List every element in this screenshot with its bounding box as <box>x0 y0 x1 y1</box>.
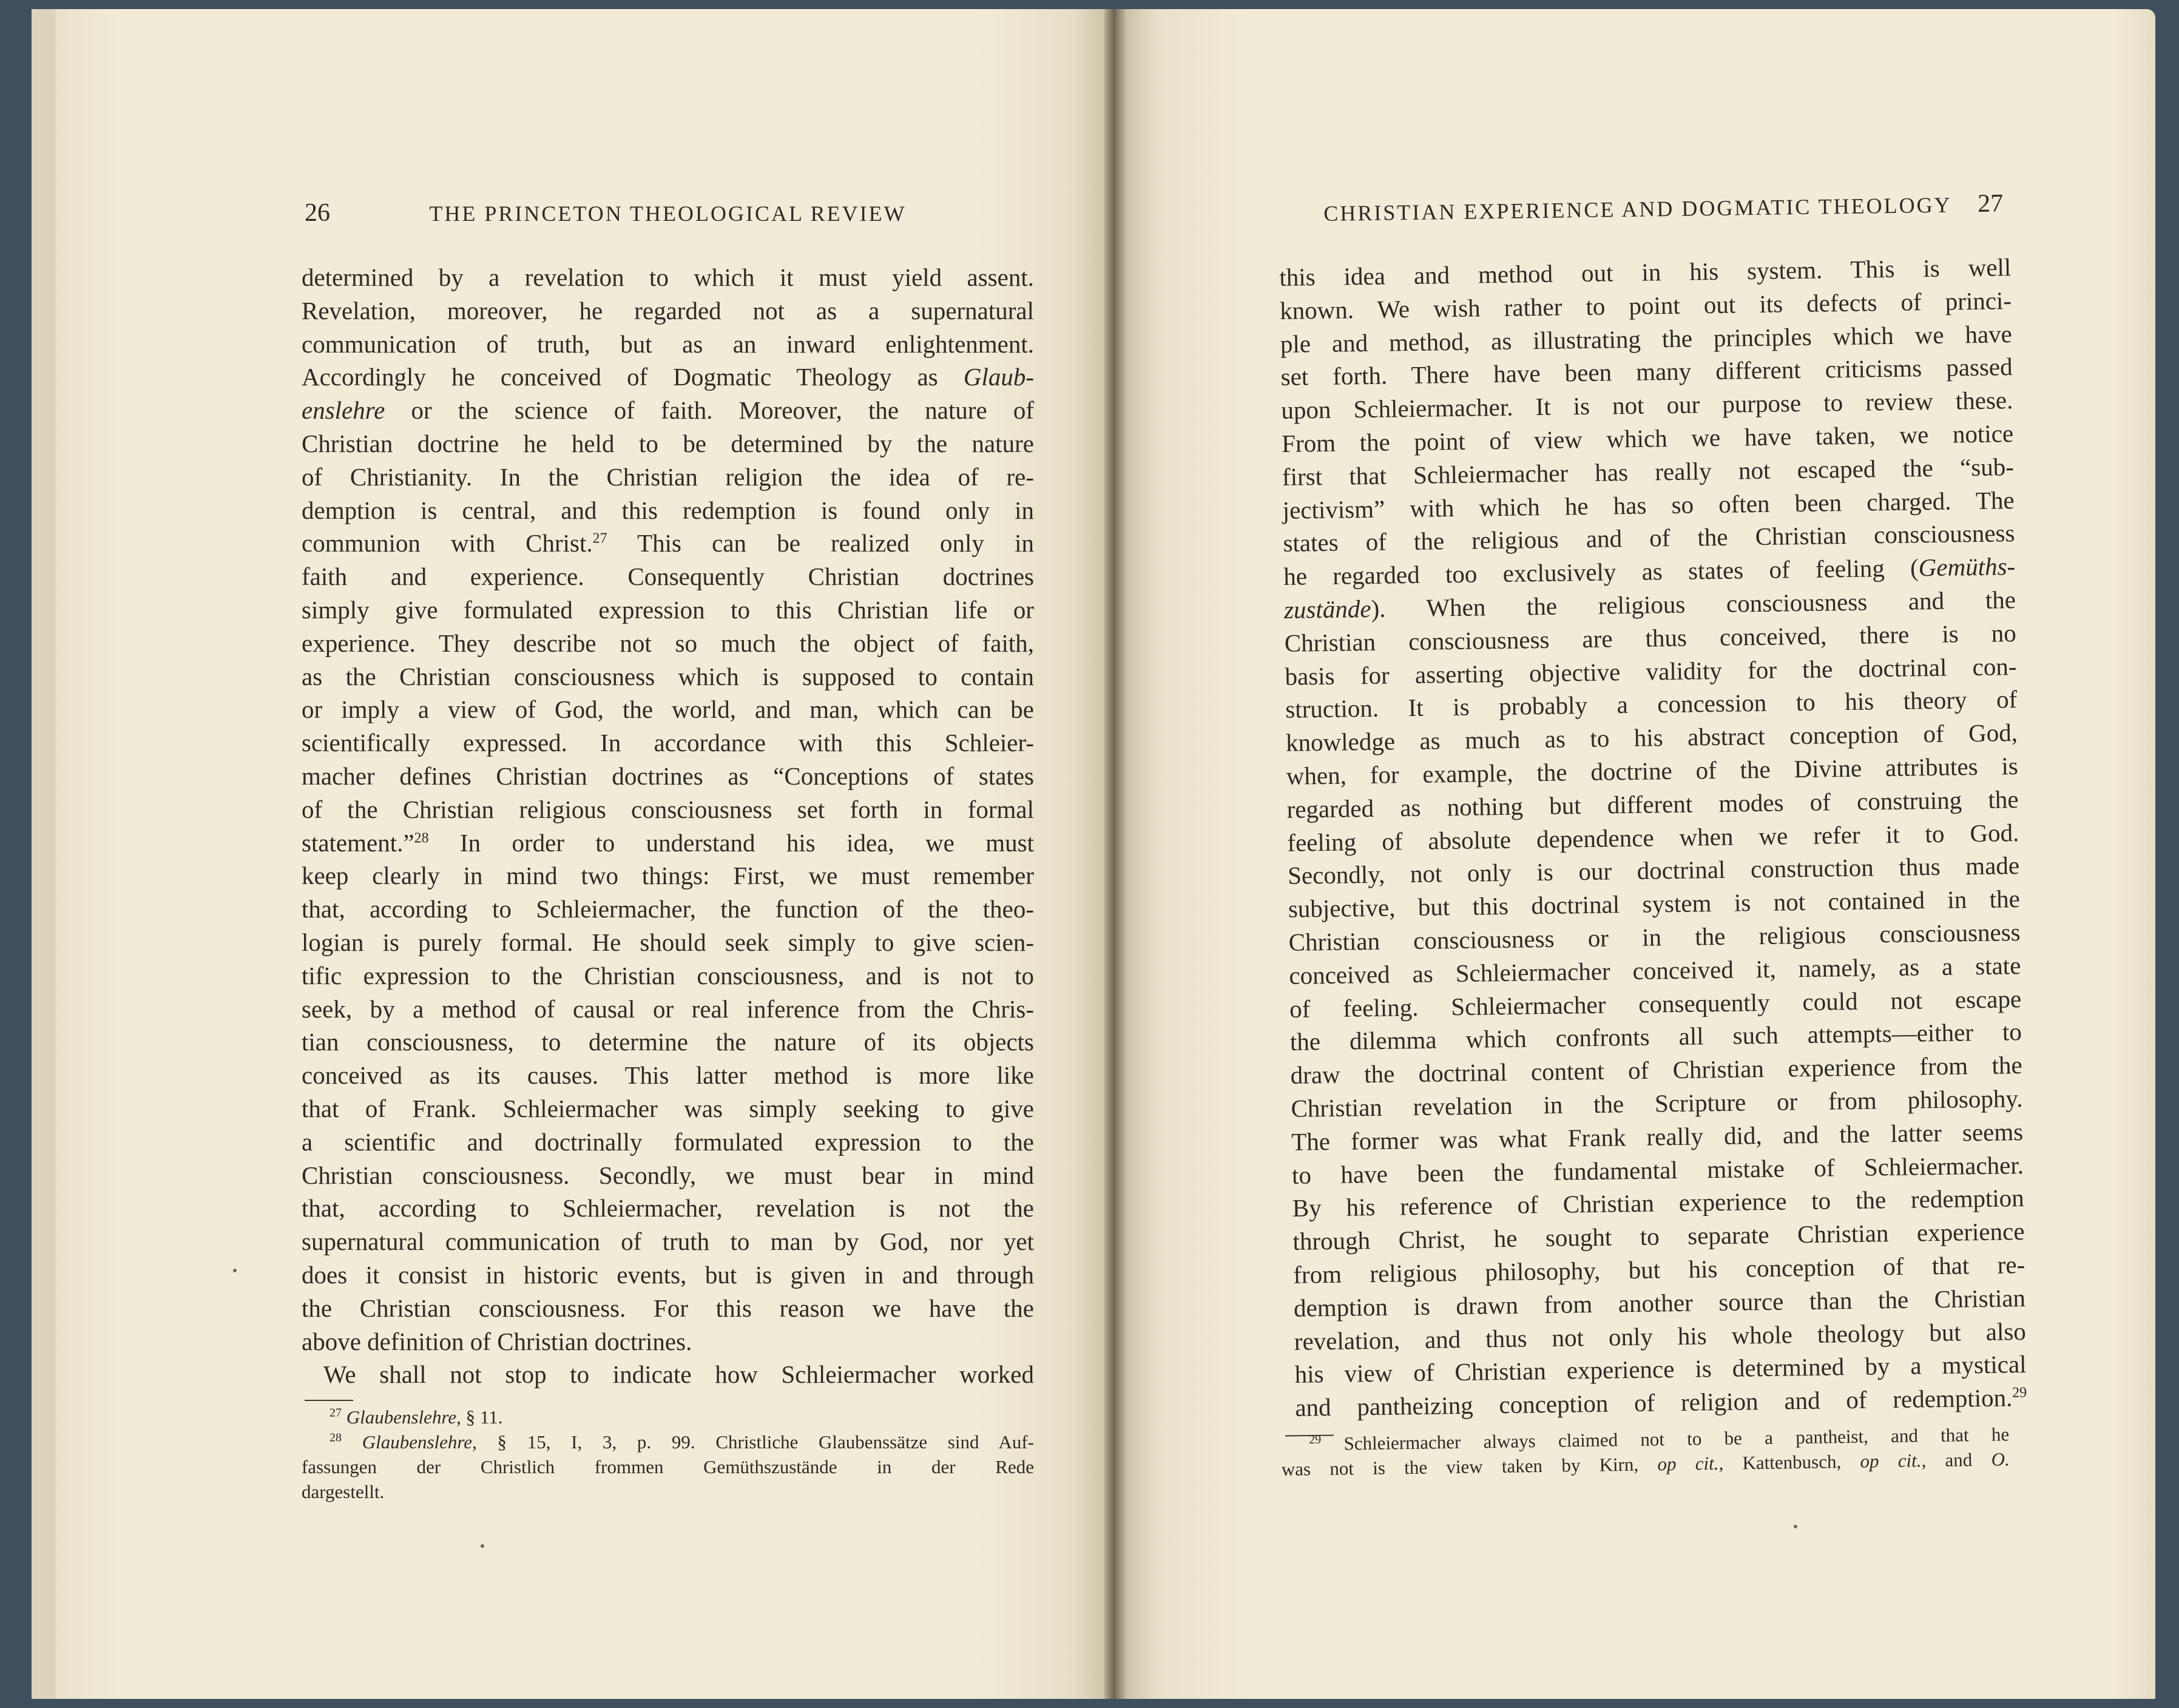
body-line: draw the doctrinal content of Christian experience from the <box>1290 1051 2022 1089</box>
left-running-head-title: THE PRINCETON THEOLOGICAL REVIEW <box>429 201 907 226</box>
body-line: does it consist in historic events, but is given in and through <box>302 1260 1034 1289</box>
body-line: his view of Christian experience is determined by a mystical <box>1294 1350 2027 1389</box>
left-body-text <box>302 261 1034 1391</box>
body-line: that of Frank. Schleiermacher was simply seeking to give <box>302 1094 1034 1122</box>
body-line: enslehre or the science of faith. Moreover, the nature of <box>302 396 1034 425</box>
body-line: through Christ, he sought to separate Christian experience <box>1292 1217 2025 1255</box>
body-line: statement.”$^{28}$ In order to understand his idea, we must <box>302 828 1034 857</box>
body-line: as the Christian consciousness which is supposed to contain <box>302 662 1034 690</box>
right-footnotes <box>1281 1422 2010 1482</box>
body-line: from religious philosophy, but his conception of that re- <box>1293 1250 2025 1289</box>
body-line: keep clearly in mind two things: First, we must remember <box>302 862 1034 890</box>
italic-term: Glaub- <box>963 363 1034 391</box>
body-line: or imply a view of God, the world, and man, which can be <box>302 695 1034 724</box>
body-line: revelation, and thus not only his whole theology but also <box>1294 1317 2027 1355</box>
footnote-ref: 27 <box>592 530 607 547</box>
body-line: a scientific and doctrinally formulated expression to the <box>302 1127 1034 1156</box>
left-page-number: 26 <box>305 199 330 227</box>
body-line: supernatural communication of truth to man by God, nor yet <box>302 1227 1034 1256</box>
book-gutter <box>1104 9 1126 1699</box>
body-line: that, according to Schleiermacher, the function of the theo- <box>302 895 1034 923</box>
footnote-ref: 28 <box>414 829 429 846</box>
body-line: tific expression to the Christian consciousness, and is not to <box>302 961 1034 990</box>
body-line: tian consciousness, to determine the nature of its objects <box>302 1028 1034 1056</box>
body-line: set forth. There have been many different criticisms passed <box>1280 353 2013 391</box>
open-book <box>32 9 2155 1699</box>
body-line: ple and method, as illustrating the principles which we have <box>1280 319 2013 358</box>
body-line: Secondly, not only is our doctrinal construction thus made <box>1287 851 2020 890</box>
body-line: of the Christian religious consciousness set forth in formal <box>302 795 1034 823</box>
italic-term: enslehre <box>302 396 385 425</box>
footnote: fassungen der Christlich frommen Gemüthszustände in der Rede <box>302 1456 1034 1477</box>
italic-term: zustände <box>1283 594 1371 624</box>
body-line: Christian revelation in the Scripture or from philosophy. <box>1291 1084 2023 1122</box>
body-line: knowledge as much as to his abstract conception of God, <box>1285 718 2018 757</box>
body-line: above definition of Christian doctrines. <box>302 1327 692 1355</box>
body-line: From the point of view which we have taken, we notice <box>1281 419 2014 457</box>
body-line: Accordingly he conceived of Dogmatic Theology as Glaub- <box>302 363 1034 391</box>
body-line: he regarded too exclusively as states of feeling (Gemüths- <box>1283 552 2016 591</box>
body-line: the Christian consciousness. For this reason we have the <box>302 1294 1034 1322</box>
body-line: of feeling. Schleiermacher consequently could not escape <box>1289 984 2022 1023</box>
body-line: faith and experience. Consequently Christian doctrines <box>302 562 1034 591</box>
left-running-head <box>305 198 907 228</box>
footnote: $^{27}$ Glaubenslehre, § 11. <box>329 1406 503 1428</box>
footnote: dargestellt. <box>302 1481 385 1502</box>
body-line: states of the religious and of the Christian consciousness <box>1283 519 2015 558</box>
body-line: demption is drawn from another source than the Christian <box>1293 1283 2026 1322</box>
body-line: demption is central, and this redemption is found only in <box>302 496 1034 524</box>
body-line: Christian consciousness are thus conceived, there is no <box>1284 618 2016 657</box>
body-line: regarded as nothing but different modes of construing the <box>1286 785 2019 823</box>
body-line: zustände). When the religious consciousness and the <box>1283 586 2016 624</box>
body-line: logian is purely formal. He should seek simply to give scien- <box>302 928 1034 956</box>
body-line: to have been the fundamental mistake of Schleiermacher. <box>1291 1150 2024 1189</box>
right-running-head-title: CHRISTIAN EXPERIENCE AND DOGMATIC THEOLOGY <box>1323 192 1951 226</box>
body-line: We shall not stop to indicate how Schleiermacher worked <box>323 1360 1034 1389</box>
body-line: Christian consciousness. Secondly, we must bear in mind <box>302 1161 1034 1189</box>
body-line: By his reference of Christian experience to the redemption <box>1292 1184 2025 1223</box>
body-line: Revelation, moreover, he regarded not as a supernatural <box>302 296 1034 325</box>
body-line: struction. It is probably a concession to his theory of <box>1285 685 2018 724</box>
body-line: when, for example, the doctrine of the Divine attributes is <box>1286 752 2019 790</box>
body-line: determined by a revelation to which it must yield assent. <box>302 263 1034 291</box>
body-line: jectivism” with which he has so often been charged. The <box>1282 485 2015 524</box>
right-body-text <box>1279 251 2027 1425</box>
right-running-head <box>1323 189 2004 228</box>
body-line: and pantheizing conception of religion and of redemption.$^{29}$ <box>1295 1383 2027 1422</box>
body-line: of Christianity. In the Christian religion the idea of re- <box>302 462 1034 491</box>
body-line: first that Schleiermacher has really not escaped the “sub- <box>1282 452 2015 491</box>
body-line: conceived as its causes. This latter method is more like <box>302 1061 1034 1090</box>
paper-speck <box>1794 1525 1797 1528</box>
footnote-rule <box>305 1400 353 1401</box>
body-line: subjective, but this doctrinal system is not contained in the <box>1288 885 2021 923</box>
italic-term: Gemüths- <box>1918 552 2016 582</box>
body-line: simply give formulated expression to this Christian life or <box>302 595 1034 624</box>
footnote: $^{28}$ Glaubenslehre, § 15, I, 3, p. 99. Christliche Glaubenssätze sind Auf- <box>329 1431 1034 1453</box>
body-line: seek, by a method of causal or real inference from the Chris- <box>302 994 1034 1023</box>
body-line: experience. They describe not so much the object of faith, <box>302 629 1034 657</box>
paper-speck <box>481 1544 484 1548</box>
body-line: The former was what Frank really did, and the latter seems <box>1291 1117 2024 1156</box>
body-line: communication of truth, but as an inward enlightenment. <box>302 329 1034 358</box>
body-line: conceived as Schleiermacher conceived it, namely, as a state <box>1289 951 2021 990</box>
footnote-ref: 29 <box>2012 1385 2027 1401</box>
body-line: feeling of absolute dependence when we refer it to God. <box>1287 818 2019 857</box>
body-line: known. We wish rather to point out its defects of princi- <box>1279 286 2012 325</box>
body-line: scientifically expressed. In accordance with this Schleier- <box>302 729 1034 757</box>
body-line: Christian consciousness or in the religious consciousness <box>1288 917 2021 956</box>
body-line: Christian doctrine he held to be determined by the nature <box>302 429 1034 457</box>
footnote: was not is the view taken by Kirn, op cit., Kattenbusch, op cit., and O. <box>1281 1448 2010 1480</box>
left-page <box>32 9 1104 1699</box>
footnote: $^{29}$ Schleiermacher always claimed not to be a pantheist, and that he <box>1309 1423 2010 1454</box>
body-line: macher defines Christian doctrines as “Conceptions of states <box>302 761 1034 790</box>
body-line: that, according to Schleiermacher, revelation is not the <box>302 1194 1034 1223</box>
left-footnotes <box>302 1405 1034 1504</box>
body-line: basis for asserting objective validity for the doctrinal con- <box>1285 652 2017 690</box>
body-line: the dilemma which confronts all such attempts—either to <box>1289 1018 2022 1056</box>
paper-speck <box>233 1269 237 1272</box>
right-page <box>1126 9 2155 1699</box>
right-page-number: 27 <box>1977 189 2004 218</box>
body-line: this idea and method out in his system. This is well <box>1279 253 2012 291</box>
body-line: upon Schleiermacher. It is not our purpose to review these. <box>1281 386 2013 425</box>
body-line: communion with Christ.$^{27}$ This can be realized only in <box>302 529 1034 558</box>
